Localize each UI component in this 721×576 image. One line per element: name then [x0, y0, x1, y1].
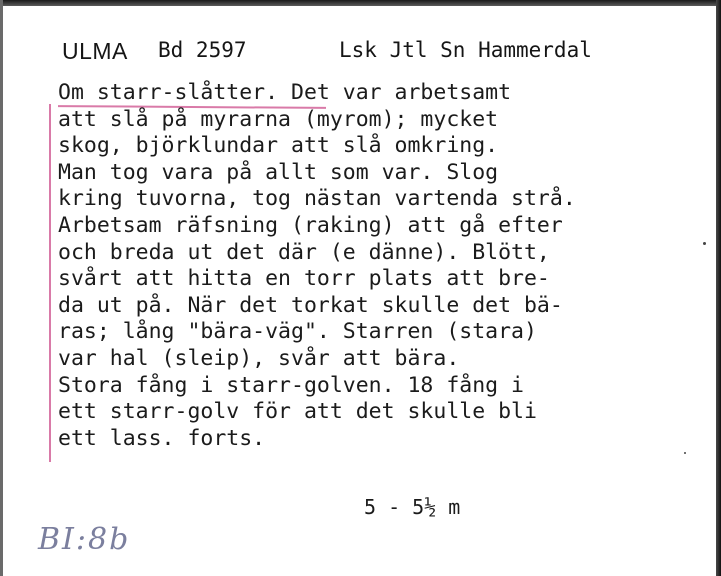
text-line: ett starr-golv för att det skulle bli: [58, 399, 537, 425]
text-line: Stora fång i starr-golven. 18 fång i: [58, 372, 524, 398]
card-body-text: [58, 80, 718, 452]
text-line: Om starr-slåtter. Det var arbetsamt: [58, 80, 512, 105]
place-reference: Lsk Jtl Sn Hammerdal: [339, 38, 592, 62]
text-line: ras; lång "bära-väg". Starren (stara): [58, 319, 537, 345]
text-line: Arbetsam räfsning (raking) att gå efter: [58, 212, 563, 238]
text-line: svårt att hitta en torr plats att bre-: [58, 266, 550, 292]
card-header: [62, 36, 702, 66]
record-number: Bd 2597: [158, 38, 247, 62]
ink-speck: [684, 452, 686, 454]
text-line: att slå på myrarna (myrom); mycket: [58, 106, 499, 132]
margin-annotation-line: [49, 104, 51, 462]
text-line: ett lass. forts.: [58, 425, 266, 451]
text-line: kring tuvorna, tog nästan vartenda strå.: [58, 186, 576, 212]
scan-edge-left: [0, 0, 3, 576]
ink-speck: [703, 242, 706, 245]
text-line: da ut på. När det torkat skulle det bä-: [58, 292, 563, 318]
pencil-shelf-mark: BI:8b: [38, 522, 131, 557]
text-line: Man tog vara på allt som var. Slog: [58, 159, 499, 185]
scan-edge-top: [0, 0, 721, 6]
archive-code: ULMA: [62, 38, 128, 64]
text-line: och breda ut det där (e dänne). Blött,: [58, 239, 550, 265]
dimension-note: 5 - 5½ m: [364, 495, 461, 519]
text-line: skog, björklundar att slå omkring.: [58, 133, 499, 159]
text-line: var hal (sleip), svår att bära.: [58, 345, 460, 371]
